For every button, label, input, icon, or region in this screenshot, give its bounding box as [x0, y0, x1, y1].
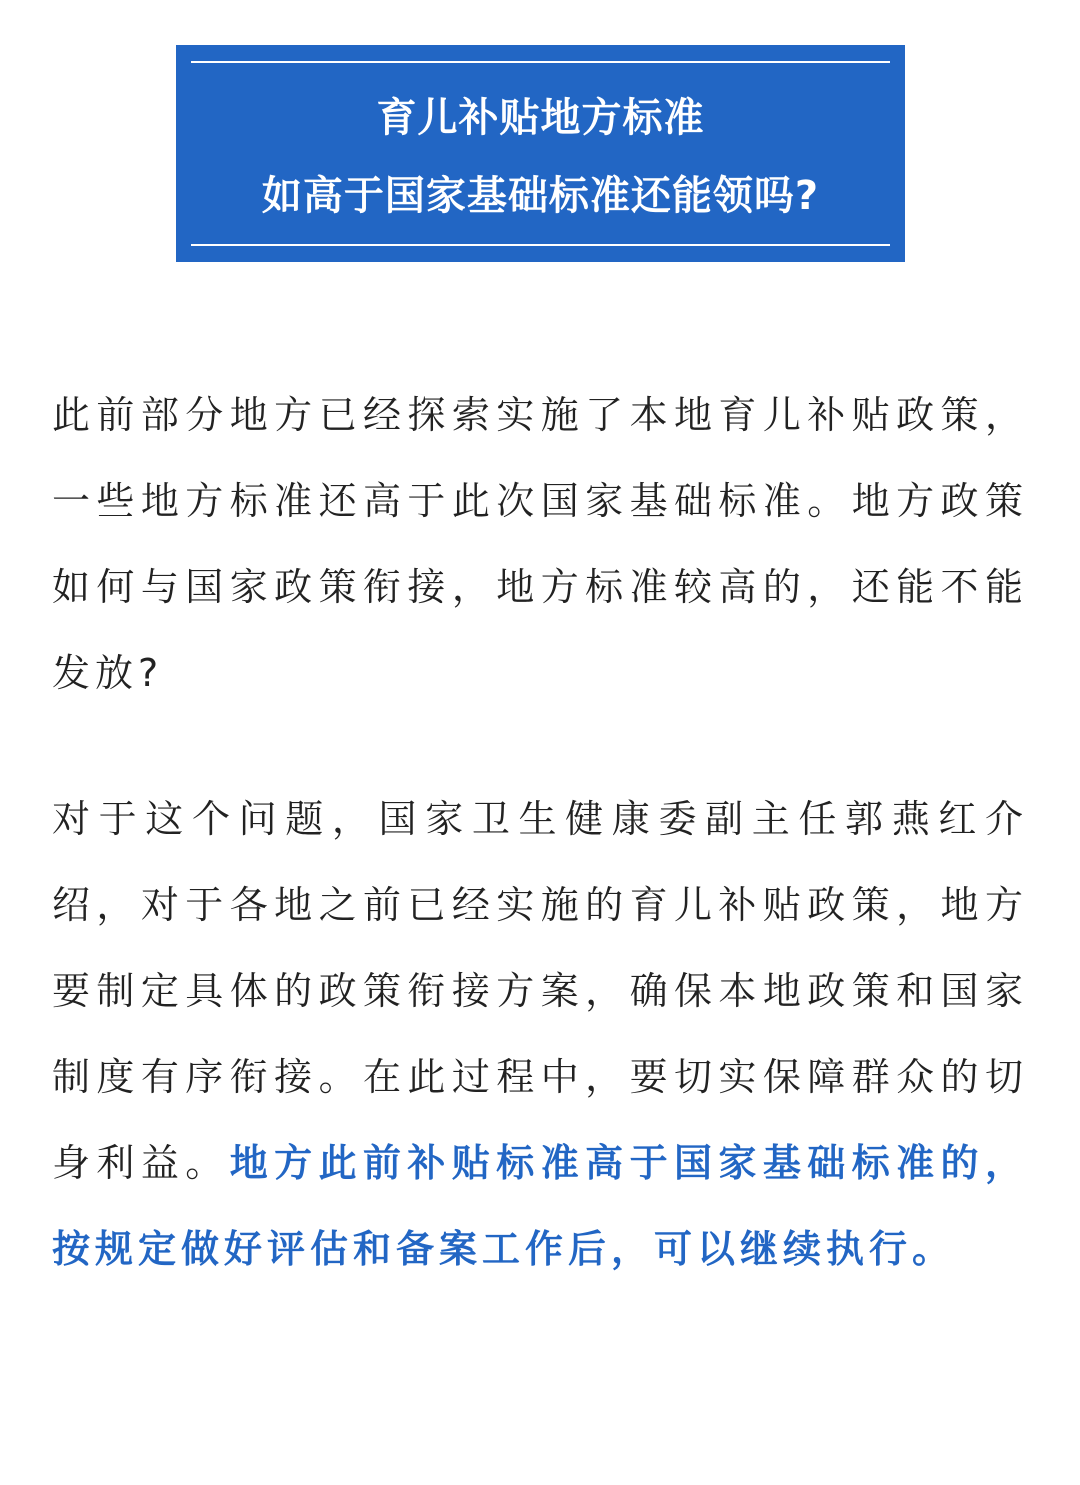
- page-title-line-1: 育儿补贴地方标准: [376, 95, 705, 141]
- answer-paragraph: [52, 776, 1028, 1292]
- intro-paragraph: 此前部分地方已经探索实施了本地育儿补贴政策，一些地方标准还高于此次国家基础标准。地方政策如何与国家政策衔接，地方标准较高的，还能不能发放?: [52, 393, 1028, 695]
- title-bottom-rule: [191, 244, 890, 246]
- title-top-rule: [191, 61, 890, 63]
- answer-highlight: 地方此前补贴标准高于国家基础标准的，按规定做好评估和备案工作后，可以继续执行。: [52, 1141, 1028, 1271]
- title-banner: [176, 45, 905, 262]
- page-title-line-2: 如高于国家基础标准还能领吗?: [261, 173, 820, 219]
- answer-text: 对于这个问题，国家卫生健康委副主任郭燕红介绍，对于各地之前已经实施的育儿补贴政策，地方要制定具体的政策衔接方案，确保本地政策和国家制度有序衔接。在此过程中，要切实保障群众的切身利益。: [52, 797, 1028, 1185]
